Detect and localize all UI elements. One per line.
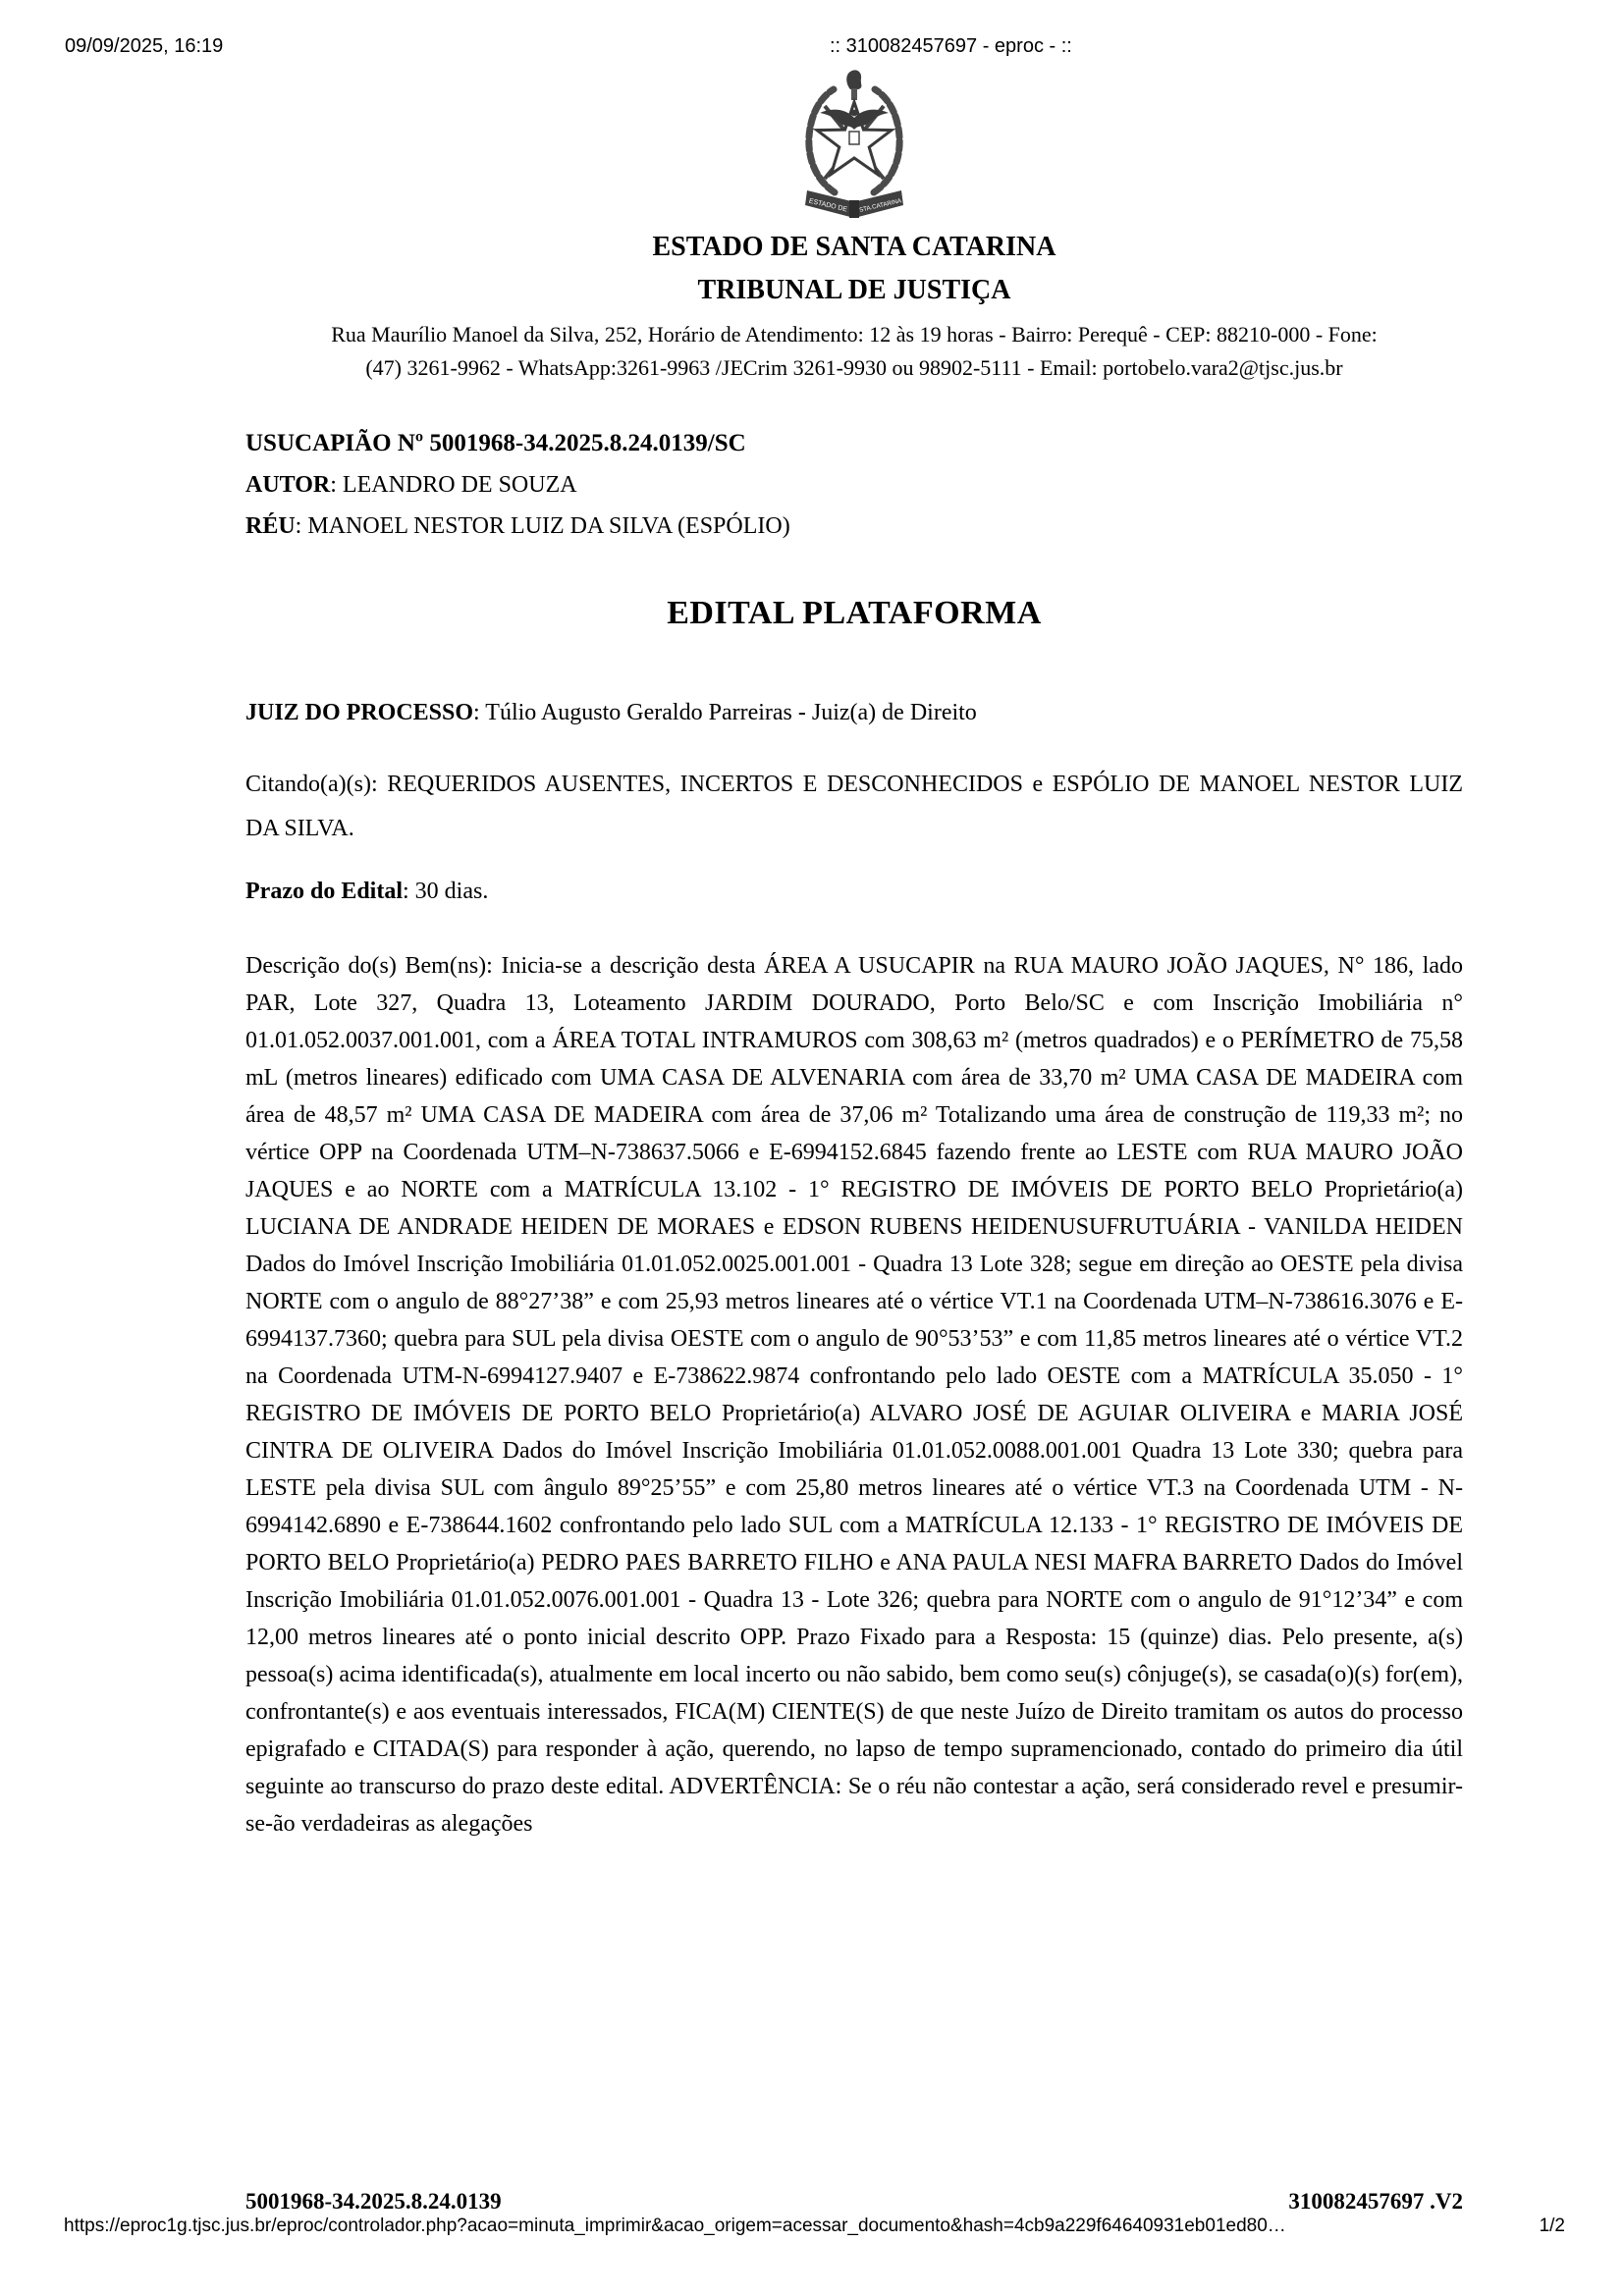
letterhead-address-line1: Rua Maurílio Manoel da Silva, 252, Horário de Atendimento: 12 às 19 horas - Bairro: Perequê - CEP: 88210-000 - Fone: [331, 322, 1378, 347]
reu-value: : MANOEL NESTOR LUIZ DA SILVA (ESPÓLIO) [295, 513, 790, 539]
footer-process-number: 5001968-34.2025.8.24.0139 [245, 2189, 502, 2214]
document-title: EDITAL PLATAFORMA [667, 595, 1042, 631]
print-header-datetime: 09/09/2025, 16:19 [65, 35, 224, 57]
print-footer-url: https://eproc1g.tjsc.jus.br/eproc/controlador.php?acao=minuta_imprimir&acao_origem=acessar_documento&hash=4cb9a229f64640931eb01ed80… [64, 2216, 1286, 2236]
print-footer-page-indicator: 1/2 [1539, 2216, 1565, 2236]
judge-label: JUIZ DO PROCESSO [245, 700, 474, 725]
letterhead-address [245, 318, 1463, 385]
reu-line [245, 511, 1463, 541]
citando-paragraph: Citando(a)(s): REQUERIDOS AUSENTES, INCERTOS E DESCONHECIDOS e ESPÓLIO DE MANOEL NESTOR LUIZ DA SILVA. [245, 772, 1463, 841]
prazo-value: : 30 dias. [403, 879, 489, 904]
prazo-line [245, 875, 1463, 908]
case-number: USUCAPIÃO Nº 5001968-34.2025.8.24.0139/SC [245, 430, 746, 456]
judge-value: : Túlio Augusto Geraldo Parreiras - Juiz(a) de Direito [473, 700, 977, 725]
reu-label: RÉU [245, 513, 296, 539]
autor-label: AUTOR [245, 472, 331, 498]
letterhead-line1: ESTADO DE SANTA CATARINA [652, 232, 1056, 262]
letterhead-line2: TRIBUNAL DE JUSTIÇA [697, 275, 1011, 305]
judge-line [245, 696, 1463, 729]
letterhead-address-line2: (47) 3261-9962 - WhatsApp:3261-9963 /JECrim 3261-9930 ou 98902-5111 - Email: portobelo.vara2@tjsc.jus.br [365, 355, 1343, 380]
property-description-paragraph: Descrição do(s) Bem(ns): Inicia-se a descrição desta ÁREA A USUCAPIR na RUA MAURO JOÃO JAQUES, N° 186, lado PAR, Lote 327, Quadra 13, Loteamento JARDIM DOURADO, Porto Belo/SC e com Inscrição Imobiliária n° 01.01.052.0037.001.001, com a ÁREA TOTAL INTRAMUROS com 308,63 m² (metros quadrados) e o PERÍMETRO de 75,58 mL (metros lineares) edificado com UMA CASA DE ALVENARIA com área de 33,70 m² UMA CASA DE MADEIRA com área de 48,57 m² UMA CASA DE MADEIRA com área de 37,06 m² Totalizando uma área de construção de 119,33 m²; no vértice OPP na Coordenada UTM–N-738637.5066 e E-6994152.6845 fazendo frente ao LESTE com RUA MAURO JOÃO JAQUES e ao NORTE com a MATRÍCULA 13.102 - 1° REGISTRO DE IMÓVEIS DE PORTO BELO Proprietário(a) LUCIANA DE ANDRADE HEIDEN DE MORAES e EDSON RUBENS HEIDENUSUFRUTUÁRIA - VANILDA HEIDEN Dados do Imóvel Inscrição Imobiliária 01.01.052.0025.001.001 - Quadra 13 Lote 328; segue em direção ao OESTE pela divisa NORTE com o angulo de 88°27’38” e com 25,93 metros lineares até o vértice VT.1 na Coordenada UTM–N-738616.3076 e E-6994137.7360; quebra para SUL pela divisa OESTE com o angulo de 90°53’53” e com 11,85 metros lineares até o vértice VT.2 na Coordenada UTM-N-6994127.9407 e E-738622.9874 confrontando pelo lado OESTE com a MATRÍCULA 35.050 - 1° REGISTRO DE IMÓVEIS DE PORTO BELO Proprietário(a) ALVARO JOSÉ DE AGUIAR OLIVEIRA e MARIA JOSÉ CINTRA DE OLIVEIRA Dados do Imóvel Inscrição Imobiliária 01.01.052.0088.001.001 Quadra 13 Lote 330; quebra para LESTE pela divisa SUL com ângulo 89°25’55” e com 25,80 metros lineares até o vértice VT.3 na Coordenada UTM - N-6994142.6890 e E-738644.1602 confrontando pelo lado SUL com a MATRÍCULA 12.133 - 1° REGISTRO DE IMÓVEIS DE PORTO BELO Proprietário(a) PEDRO PAES BARRETO FILHO e ANA PAULA NESI MAFRA BARRETO Dados do Imóvel Inscrição Imobiliária 01.01.052.0076.001.001 - Quadra 13 - Lote 326; quebra para NORTE com o angulo de 91°12’34” e com 12,00 metros lineares até o ponto inicial descrito OPP. Prazo Fixado para a Resposta: 15 (quinze) dias. Pelo presente, a(s) pessoa(s) acima identificada(s), atualmente em local incerto ou não sabido, bem como seu(s) cônjuge(s), se casada(o)(s) for(em), confrontante(s) e aos eventuais interessados, FICA(M) CIENTE(S) de que neste Juízo de Direito tramitam os autos do processo epigrafado e CITADA(S) para responder à ação, querendo, no lapso de tempo supramencionado, contado do primeiro dia útil seguinte ao transcurso do prazo deste edital. ADVERTÊNCIA: Se o réu não contestar a ação, será considerado revel e presumir-se-ão verdadeiras as alegações [245, 953, 1463, 1837]
emblem-ribbon-left-text: ESTADO DE [808, 197, 848, 214]
autor-line [245, 470, 1463, 500]
print-header-title: :: 310082457697 - eproc - :: [830, 35, 1072, 57]
letterhead-emblem [245, 69, 1463, 226]
santa-catarina-coat-of-arms-icon [795, 69, 913, 224]
emblem-ribbon-right-text: STA.CATARINA [858, 197, 902, 214]
prazo-label: Prazo do Edital [245, 879, 403, 904]
document-body [245, 69, 1463, 1842]
footer-document-version: 310082457697 .V2 [1288, 2189, 1463, 2214]
autor-value: : LEANDRO DE SOUZA [330, 472, 577, 498]
